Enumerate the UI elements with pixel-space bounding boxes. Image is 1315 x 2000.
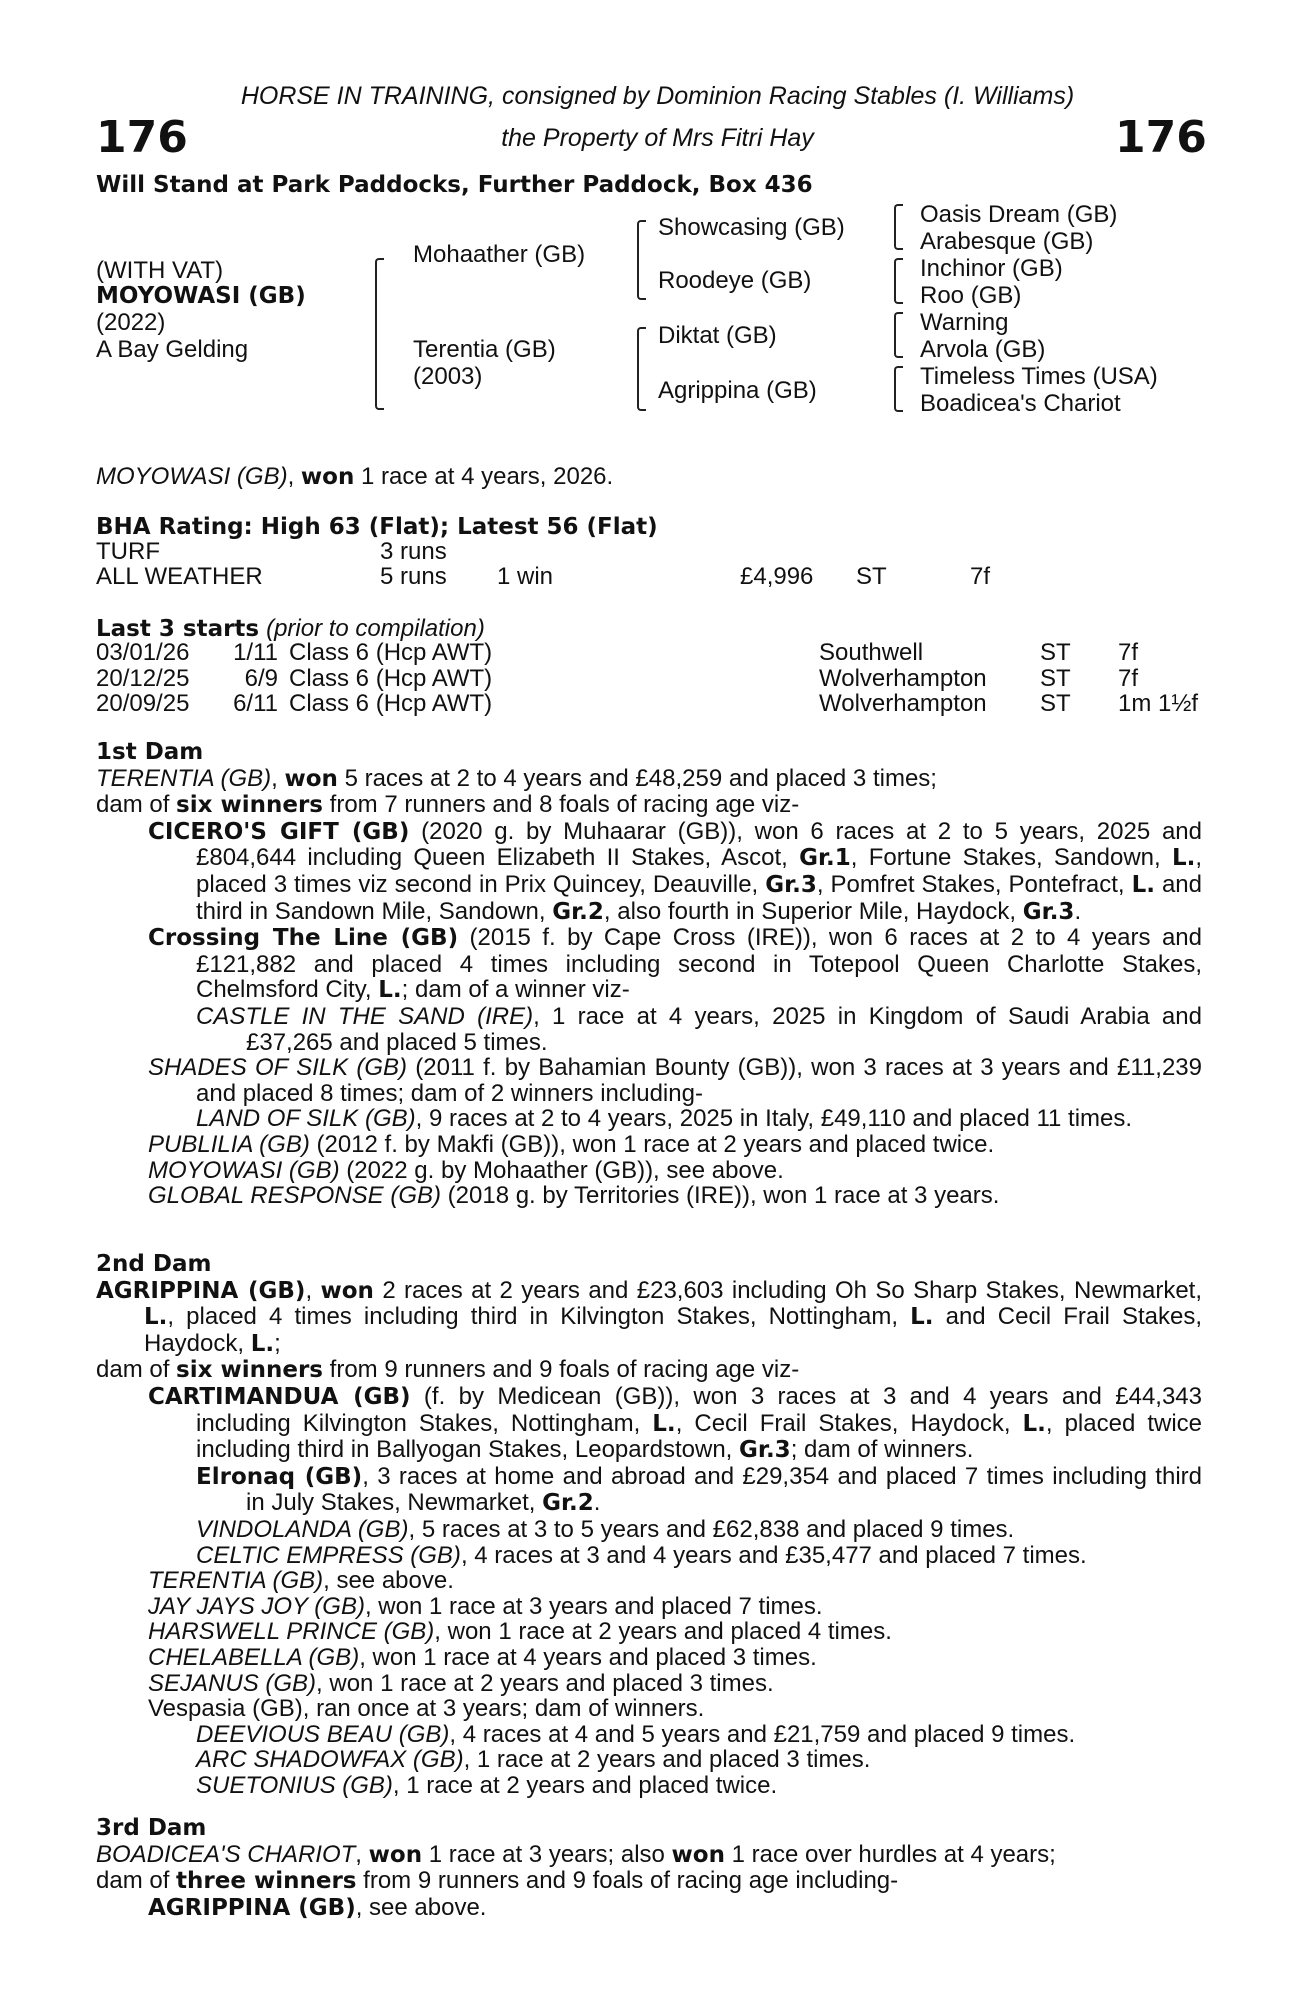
pedigree-bracket [375, 258, 384, 410]
third-dam-section [96, 1816, 1202, 1921]
start-pos: 6/9 [244, 664, 278, 692]
progeny-agrippina: AGRIPPINA (GB), see above. [148, 1893, 487, 1921]
progeny-cicero: CICERO'S GIFT (GB) (2020 g. by Muhaarar (GB)), won 6 races at 2 to 5 years, 2025 and £804,644 including Queen Elizabeth II Stakes, Ascot, Gr.1, Fortune Stakes, Sandown, L., placed 3 times viz second in Prix Quincey, Deauville, Gr.3, Pomfret Stakes, Pontefract, L. and third in Sandown Mile, Sandown, Gr.2, also fourth in Superior Mile, Haydock, Gr.3. [148, 817, 1203, 925]
sire-dam: Roodeye (GB) [658, 267, 812, 294]
start-date: 20/12/25 [96, 664, 190, 692]
summary-text: 1 race at 4 years, 2026. [354, 463, 614, 490]
vat-note: (WITH VAT) [96, 257, 224, 284]
progeny-chelabella: CHELABELLA (GB), won 1 race at 4 years and placed 3 times. [148, 1643, 817, 1671]
venue-line: Will Stand at Park Paddocks, Further Paddock, Box 436 [96, 172, 813, 198]
aw-wins: 1 win [497, 563, 554, 590]
dam-dam: Agrippina (GB) [658, 377, 817, 404]
start-class: Class 6 (Hcp AWT) [289, 690, 493, 718]
grandprogeny-castle: CASTLE IN THE SAND (IRE), 1 race at 4 years, 2025 in Kingdom of Saudi Arabia and £37,265 and placed 5 times. [196, 1002, 1202, 1056]
start-venue: Wolverhampton [819, 690, 987, 718]
third-dam-produce-line: dam of three winners from 9 runners and 9 foals of racing age including- [96, 1867, 899, 1895]
grandprogeny-arc: ARC SHADOWFAX (GB), 1 race at 2 years and placed 3 times. [196, 1746, 871, 1774]
start-dist: 7f [1118, 664, 1139, 692]
first-dam-produce-line: dam of six winners from 7 runners and 8 foals of racing age viz- [96, 791, 800, 819]
progeny-harswell: HARSWELL PRINCE (GB), won 1 race at 2 years and placed 4 times. [148, 1618, 892, 1646]
start-dist: 7f [1118, 639, 1139, 666]
summary-name: MOYOWASI (GB) [96, 463, 288, 490]
progeny-publilia: PUBLILIA (GB) (2012 f. by Makfi (GB)), won 1 race at 2 years and placed twice. [148, 1130, 995, 1158]
sire-sire: Showcasing (GB) [658, 214, 845, 241]
progeny-jay: JAY JAYS JOY (GB), won 1 race at 3 years and placed 7 times. [148, 1592, 823, 1620]
bracket-4 [894, 366, 903, 412]
dam-name: TERENTIA (GB) [96, 764, 272, 792]
turf-label: TURF [96, 538, 160, 565]
start-dist: 1m 1½f [1118, 690, 1199, 718]
third-dam-heading: 3rd Dam [96, 1815, 207, 1841]
first-dam-section [96, 740, 1202, 1209]
aw-distance: 7f [970, 563, 991, 590]
dsd: Arvola (GB) [920, 336, 1046, 363]
ssd: Arabesque (GB) [920, 228, 1094, 255]
second-dam-heading: 2nd Dam [96, 1251, 212, 1277]
aw-runs: 5 runs [380, 563, 447, 590]
grandprogeny-celtic: CELTIC EMPRESS (GB), 4 races at 3 and 4 years and £35,477 and placed 7 times. [196, 1541, 1087, 1569]
last-starts-title: Last 3 starts [96, 616, 260, 642]
progeny-terentia: TERENTIA (GB), see above. [148, 1567, 454, 1595]
start-date: 03/01/26 [96, 639, 190, 666]
first-dam-line: TERENTIA (GB), won 5 races at 2 to 4 years and £48,259 and placed 3 times; [96, 764, 937, 792]
grandprogeny-suetonius: SUETONIUS (GB), 1 race at 2 years and placed twice. [196, 1771, 778, 1799]
progeny-shades: SHADES OF SILK (GB) (2011 f. by Bahamian Bounty (GB)), won 3 races at 3 years and £11,239 and placed 8 times; dam of 2 winners including- [148, 1054, 1202, 1107]
start-date: 20/09/25 [96, 690, 190, 718]
aw-course: ST [856, 563, 887, 590]
lot-number-left: 176 [96, 112, 188, 163]
third-dam-line: BOADICEA'S CHARIOT, won 1 race at 3 years; also won 1 race over hurdles at 4 years; [96, 1840, 1056, 1868]
last-starts-note: (prior to compilation) [266, 615, 485, 642]
consignor-line: HORSE IN TRAINING, consigned by Dominion Racing Stables (I. Williams) [240, 82, 1075, 110]
sire: Mohaather (GB) [413, 241, 586, 268]
owner-line: the Property of Mrs Fitri Hay [501, 124, 814, 152]
first-dam-heading: 1st Dam [96, 739, 204, 765]
start-venue: Southwell [819, 639, 924, 666]
dam-year: (2003) [413, 363, 483, 390]
grandprogeny-elronaq: Elronaq (GB), 3 races at home and abroad and £29,354 and placed 7 times including third in July Stakes, Newmarket, Gr.2. [196, 1462, 1202, 1517]
bracket-1 [894, 204, 903, 250]
bha-rating: BHA Rating: High 63 (Flat); Latest 56 (Flat) [96, 514, 658, 540]
start-class: Class 6 (Hcp AWT) [289, 664, 493, 692]
start-class: Class 6 (Hcp AWT) [289, 639, 493, 666]
progeny-cartimandua: CARTIMANDUA (GB) (f. by Medicean (GB)), won 3 races at 3 and 4 years and £44,343 including Kilvington Stakes, Nottingham, L., Cecil Frail Stakes, Haydock, L., placed twice including third in Ballyogan Stakes, Leopardstown, Gr.3; dam of winners. [148, 1382, 1202, 1464]
dds: Timeless Times (USA) [920, 363, 1158, 390]
bracket-2 [894, 258, 903, 304]
start-course: ST [1040, 664, 1071, 692]
progeny-sejanus: SEJANUS (GB), won 1 race at 2 years and placed 3 times. [148, 1669, 774, 1697]
bracket-3 [894, 312, 903, 358]
turf-runs: 3 runs [380, 538, 447, 565]
dam-bracket [637, 327, 646, 411]
sdd: Roo (GB) [920, 282, 1022, 309]
horse-description: A Bay Gelding [96, 336, 249, 363]
summary-won: won [300, 464, 355, 490]
aw-label: ALL WEATHER [96, 563, 263, 590]
progeny-vespasia: Vespasia (GB), ran once at 3 years; dam of winners. [148, 1695, 705, 1723]
horse-name: MOYOWASI (GB) [96, 283, 306, 309]
aw-prize: £4,996 [740, 563, 814, 590]
progeny-moyowasi: MOYOWASI (GB) (2022 g. by Mohaather (GB)), see above. [148, 1156, 784, 1184]
ddd: Boadicea's Chariot [920, 390, 1121, 417]
progeny-crossing: Crossing The Line (GB) (2015 f. by Cape Cross (IRE)), won 6 races at 2 to 4 years and £121,882 and placed 4 times including second in Totepool Queen Charlotte Stakes, Chelmsford City, L.; dam of a winner viz- [148, 924, 1202, 1004]
start-pos: 1/11 [233, 639, 278, 666]
dss: Warning [920, 309, 1009, 336]
grandprogeny-land: LAND OF SILK (GB), 9 races at 2 to 4 years, 2025 in Italy, £49,110 and placed 11 times. [196, 1105, 1133, 1133]
race-summary: MOYOWASI (GB), won 1 race at 4 years, 2026. [96, 463, 614, 490]
lot-number-right: 176 [1115, 112, 1207, 163]
dam-sire: Diktat (GB) [658, 322, 777, 349]
sire-bracket [637, 220, 646, 300]
second-dam-line: AGRIPPINA (GB), won 2 races at 2 years and £23,603 including Oh So Sharp Stakes, Newmarket, L., placed 4 times including third in Kilvington Stakes, Nottingham, L. and Cecil Frail Stakes, Haydock, L.; [96, 1276, 1203, 1357]
second-dam-produce-line: dam of six winners from 9 runners and 9 foals of racing age viz- [96, 1356, 800, 1384]
start-course: ST [1040, 639, 1071, 666]
horse-year: (2022) [96, 309, 166, 336]
progeny-global: GLOBAL RESPONSE (GB) (2018 g. by Territories (IRE)), won 1 race at 3 years. [148, 1182, 1000, 1210]
grandprogeny-vindolanda: VINDOLANDA (GB), 5 races at 3 to 5 years and £62,838 and placed 9 times. [196, 1515, 1015, 1543]
grandprogeny-deevious: DEEVIOUS BEAU (GB), 4 races at 4 and 5 years and £21,759 and placed 9 times. [196, 1720, 1076, 1748]
sss: Oasis Dream (GB) [920, 201, 1118, 228]
second-dam-section [96, 1252, 1202, 1798]
start-pos: 6/11 [233, 690, 278, 718]
start-course: ST [1040, 690, 1071, 718]
start-venue: Wolverhampton [819, 664, 987, 692]
sds: Inchinor (GB) [920, 255, 1063, 282]
dam: Terentia (GB) [413, 336, 556, 363]
